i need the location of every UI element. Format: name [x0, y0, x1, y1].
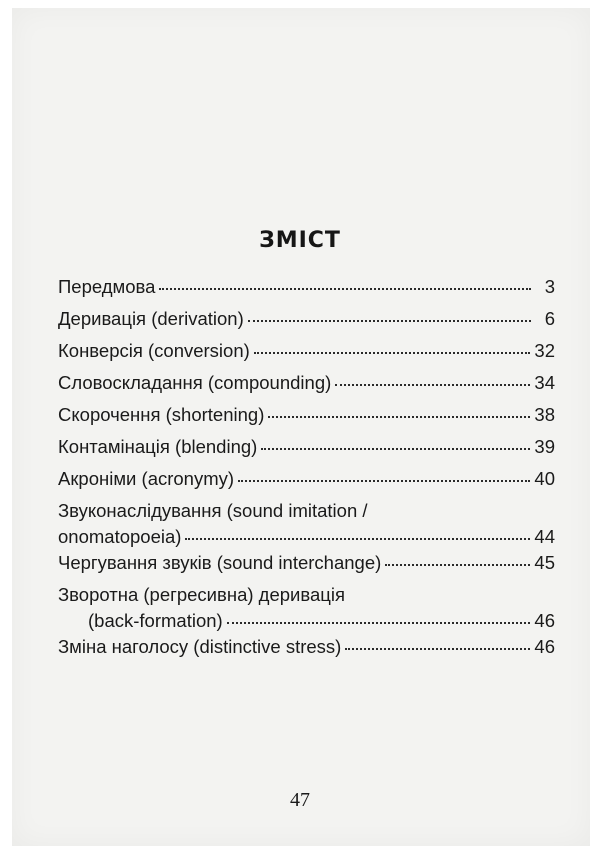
toc-entry-title: Зміна наголосу (distinctive stress) — [58, 636, 342, 657]
dot-leader — [385, 564, 530, 566]
toc-entry-page: 45 — [534, 552, 555, 573]
toc-entry-title: Деривація (derivation) — [58, 308, 244, 329]
dot-leader — [159, 288, 531, 290]
toc-entry-title: Передмова — [58, 276, 156, 297]
toc-entry-title-line2: (back-formation) — [88, 610, 223, 631]
toc-entry-title: Словоскладання (compounding) — [58, 372, 332, 393]
toc-entry-page: 6 — [544, 308, 555, 329]
toc-entry-title-line2: onomatopoeia) — [58, 526, 182, 547]
dot-leader — [254, 352, 531, 354]
dot-leader — [345, 648, 530, 650]
toc-entry-title-line1: Звуконаслідування (sound imitation / — [58, 500, 368, 521]
toc-entry-shortening[interactable] — [58, 404, 555, 436]
toc-entry-sound-interchange[interactable] — [58, 552, 555, 584]
toc-entry-title: Чергування звуків (sound interchange) — [58, 552, 382, 573]
toc-entry-page: 3 — [544, 276, 555, 297]
toc-entry-compounding[interactable] — [58, 372, 555, 404]
table-of-contents — [58, 276, 555, 668]
toc-entry-title: Контамінація (blending) — [58, 436, 258, 457]
toc-entry-sound-imitation[interactable] — [58, 500, 555, 552]
dot-leader — [238, 480, 530, 482]
dot-leader — [227, 622, 531, 624]
dot-leader — [185, 538, 530, 540]
toc-entry-title: Конверсія (conversion) — [58, 340, 250, 361]
toc-entry-page: 40 — [534, 468, 555, 489]
toc-entry-title: Скорочення (shortening) — [58, 404, 265, 425]
toc-entry-distinctive-stress[interactable] — [58, 636, 555, 668]
toc-entry-blending[interactable] — [58, 436, 555, 468]
toc-entry-derivation[interactable] — [58, 308, 555, 340]
toc-entry-title: Акроніми (acronymy) — [58, 468, 235, 489]
page-number: 47 — [290, 789, 310, 811]
dot-leader — [261, 448, 530, 450]
toc-entry-page: 38 — [534, 404, 555, 425]
toc-entry-acronymy[interactable] — [58, 468, 555, 500]
toc-entry-page: 34 — [534, 372, 555, 393]
toc-entry-page: 44 — [534, 526, 555, 547]
toc-entry-page: 32 — [534, 340, 555, 361]
toc-entry-conversion[interactable] — [58, 340, 555, 372]
toc-entry-title-line1: Зворотна (регресивна) деривація — [58, 584, 345, 605]
toc-heading: ЗМІСТ — [259, 228, 341, 253]
toc-entry-back-formation[interactable] — [58, 584, 555, 636]
toc-entry-preface[interactable] — [58, 276, 555, 308]
dot-leader — [248, 320, 531, 322]
toc-entry-page: 39 — [534, 436, 555, 457]
dot-leader — [335, 384, 530, 386]
dot-leader — [268, 416, 530, 418]
toc-entry-page: 46 — [534, 636, 555, 657]
toc-entry-page: 46 — [534, 610, 555, 631]
